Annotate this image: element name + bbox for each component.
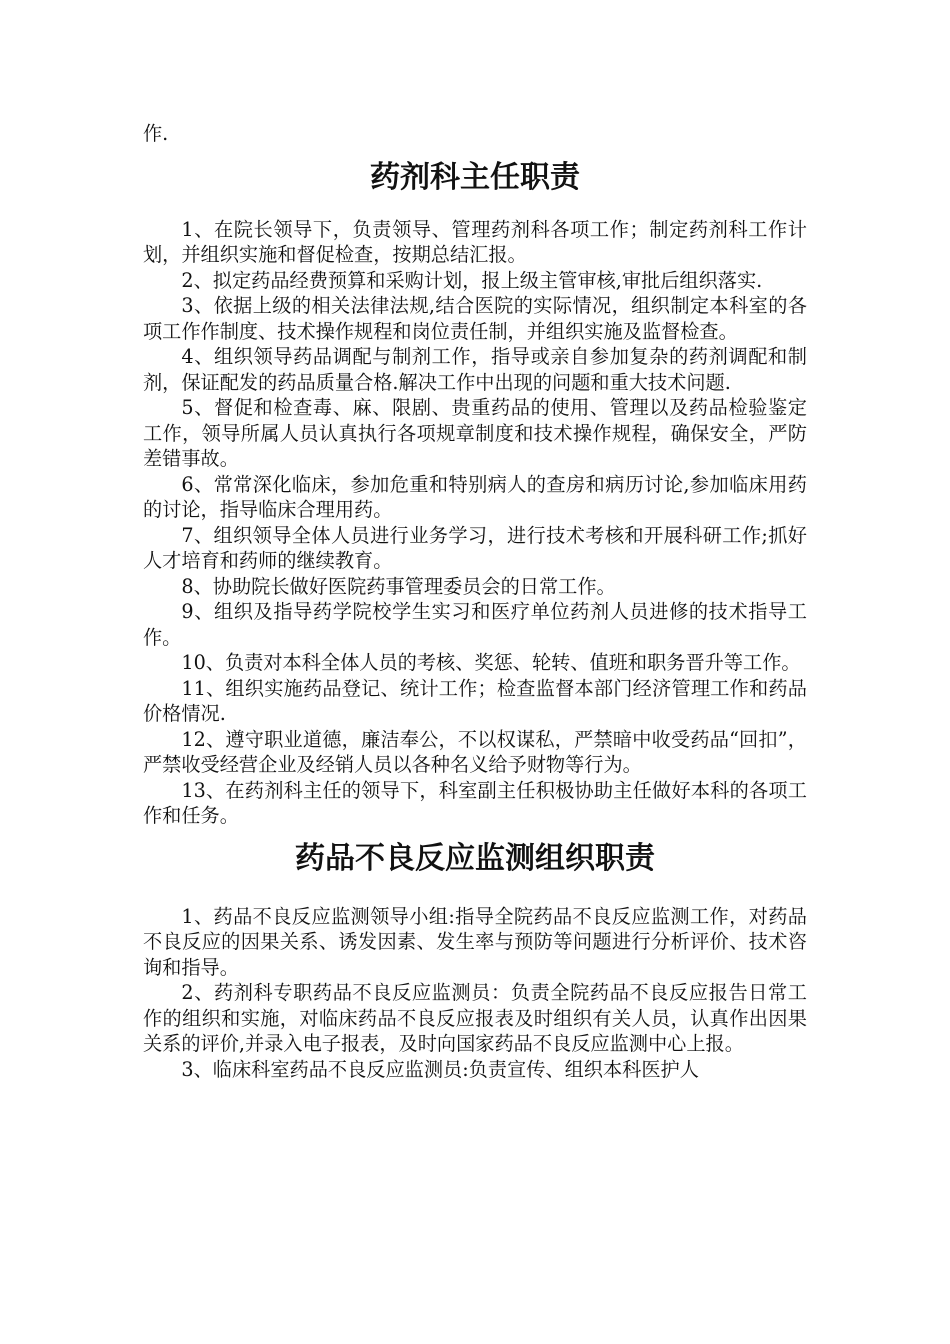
duty-paragraph: 2、拟定药品经费预算和采购计划，报上级主管审核,审批后组织落实. [181,268,763,292]
duty-paragraph: 1、药品不良反应监测领导小组:指导全院药品不良反应监测工作，对药品不良反应的因果关系、诱发因素、发生率与预防等问题进行分析评价、技术咨询和指导。 [143,904,807,979]
section-pharmacy-director-duties [143,217,807,829]
duty-paragraph: 6、常常深化临床，参加危重和特别病人的查房和病历讨论,参加临床用药的讨论，指导临床合理用药。 [143,472,807,521]
continued-text-fragment: 作. [143,122,169,145]
duty-paragraph: 8、协助院长做好医院药事管理委员会的日常工作。 [181,574,616,598]
duty-paragraph: 5、督促和检查毒、麻、限剧、贵重药品的使用、管理以及药品检验鉴定工作，领导所属人员认真执行各项规章制度和技术操作规程，确保安全，严防差错事故。 [143,396,807,470]
section-title-adr-monitoring-duties: 药品不良反应监测组织职责 [295,840,655,876]
section-title-pharmacy-director-duties: 药剂科主任职责 [370,159,580,195]
document-body [143,121,807,1082]
duty-paragraph: 13、在药剂科主任的领导下，科室副主任积极协助主任做好本科的各项工作和任务。 [143,778,807,827]
duty-paragraph: 12、遵守职业道德，廉洁奉公，不以权谋私，严禁暗中收受药品“回扣”，严禁收受经营企业及经销人员以各种名义给予财物等行为。 [143,727,807,776]
section-adr-monitoring-duties [143,904,807,1083]
duty-paragraph: 1、在院长领导下，负责领导、管理药剂科各项工作；制定药剂科工作计划，并组织实施和督促检查，按期总结汇报。 [143,217,807,266]
duty-paragraph: 10、负责对本科全体人员的考核、奖惩、轮转、值班和职务晋升等工作。 [181,651,801,674]
duty-paragraph: 11、组织实施药品登记、统计工作；检查监督本部门经济管理工作和药品价格情况. [143,676,807,725]
duty-paragraph: 7、组织领导全体人员进行业务学习，进行技术考核和开展科研工作;抓好人才培育和药师的继续教育。 [143,523,807,572]
duty-paragraph: 3、临床科室药品不良反应监测员:负责宣传、组织本科医护人 [181,1057,699,1081]
duty-paragraph: 9、组织及指导药学院校学生实习和医疗单位药剂人员进修的技术指导工作。 [143,600,807,649]
duty-paragraph: 2、药剂科专职药品不良反应监测员：负责全院药品不良反应报告日常工作的组织和实施，对临床药品不良反应报表及时组织有关人员，认真作出因果关系的评价,并录入电子报表，及时向国家药品不良反应监测中心上报。 [143,981,807,1055]
duty-paragraph: 3、依据上级的相关法律法规,结合医院的实际情况，组织制定本科室的各项工作作制度、技术操作规程和岗位责任制，并组织实施及监督检查。 [143,294,807,343]
duty-paragraph: 4、组织领导药品调配与制剂工作，指导或亲自参加复杂的药剂调配和制剂，保证配发的药品质量合格.解决工作中出现的问题和重大技术问题. [143,345,807,394]
